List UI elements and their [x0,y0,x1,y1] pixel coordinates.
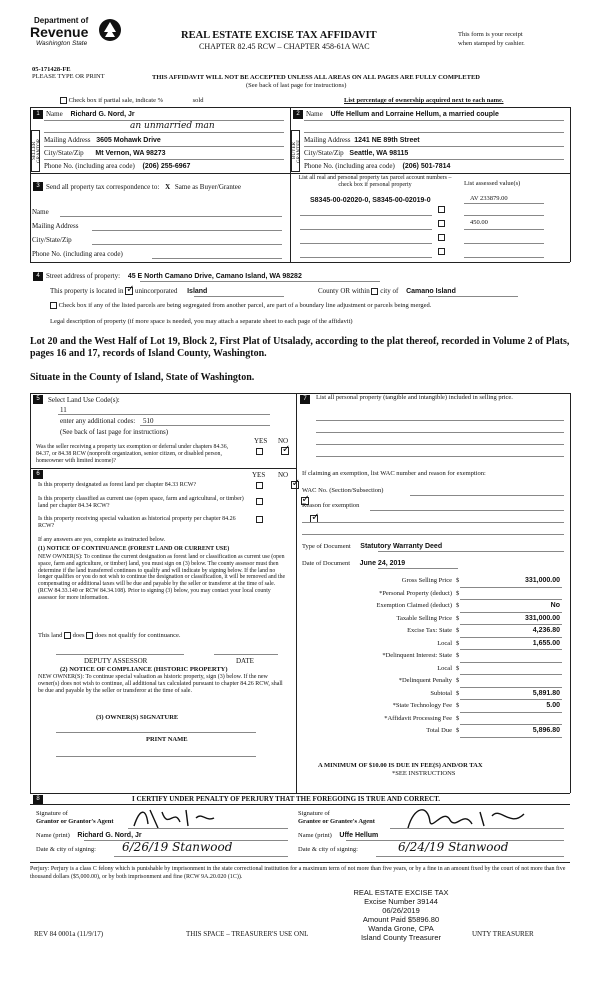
tax-row-label: *State Technology Fee [392,702,452,709]
buyer-phone-value[interactable]: (206) 501-7814 [402,163,451,170]
deputy-date-label: DATE [236,657,254,665]
correspondence-same: Same as Buyer/Grantee [174,183,241,191]
seller-mailing-label: Mailing Address [44,136,91,144]
corr-name-label: Name [32,208,49,216]
buyer-city-label: City/State/Zip [304,149,344,157]
grantee-sig-label-1: Signature of [298,810,330,817]
tax-row-value[interactable]: 331,000.00 [524,614,560,622]
grantee-sig-label-2: Grantee or Grantee's Agent [298,818,375,825]
tax-row-currency: $ [456,589,460,597]
partial-sale-sold: sold [192,97,204,104]
city-of-label: city of [380,287,399,295]
seller-name-value[interactable]: Richard G. Nord, Jr [70,111,135,118]
tax-row-label: *Affidavit Processing Fee [384,714,452,722]
treasurer-use-right: UNTY TREASURER [472,930,534,938]
q3-yes-checkbox[interactable] [256,516,263,523]
assessed-header: List assessed value(s) [464,180,521,187]
tax-row-value[interactable]: 331,000.00 [524,577,560,584]
tax-row [300,701,566,714]
buyer-name-value[interactable]: Uffe Hellum and Lorraine Hellum, a married couple [330,111,499,118]
exemption-label: If claiming an exemption, list WAC number and reason for exemption: [302,470,486,477]
this-land-row [38,632,181,639]
doc-date-row [302,560,405,567]
tax-row-currency: $ [456,689,460,697]
tax-row [300,601,566,614]
rev-number: REV 84 0001a (11/9/17) [34,930,104,938]
doc-date-value[interactable]: June 24, 2019 [359,560,406,567]
grantee-name-row [298,832,378,839]
unincorporated-value[interactable]: Island [187,288,208,295]
buyer-name-row [306,110,499,118]
corr-city-label: City/State/Zip [32,236,72,244]
situate-line: Situate in the County of Island, State of Washington. [30,372,255,383]
tax-row-value[interactable]: 1,655.00 [532,639,560,647]
seller-name-row [46,110,135,118]
city-of-value[interactable]: Camano Island [406,288,456,295]
partial-sale-row [60,97,204,104]
tax-row [300,714,566,727]
tax-row-currency: $ [456,577,460,584]
buyer-phone-row [304,162,450,170]
legal-label: Legal description of property (if more space is needed, you may attach a separate sheet to each page of the affidavit) [50,318,353,325]
tax-row-currency: $ [456,727,460,734]
doc-date-label: Date of Document [302,560,351,567]
stamp-line-2: Excise Number 39144 [364,897,438,906]
seller-phone-value[interactable]: (206) 255-6967 [142,163,191,170]
see-instructions-note: *SEE INSTRUCTIONS [392,770,456,777]
treasurer-stamp [336,888,466,942]
doc-type-value[interactable]: Statutory Warranty Deed [360,543,443,550]
does-not-checkbox[interactable] [86,632,93,639]
perjury-note: Perjury: Perjury is a class C felony which is punishable by imprisonment in the state correctional institution for a maximum term of not more than five years, or by a fine in an amount fixed by the court of not more than five thousand dollars ($5,000.00), or by both imprisonment and fine (RCW 9A.20.020 (1C)). [30,866,566,880]
section-1-number: 1 [33,110,43,119]
stamp-line-3: 06/26/2019 [382,906,420,915]
grantor-name-label: Name (print) [36,832,70,839]
ownership-note: List percentage of ownership acquired next to each name. [344,97,504,104]
section-2-number: 2 [293,110,303,119]
seller-city-row [44,149,166,157]
stamp-line-4: Amount Paid $5896.80 [362,915,440,924]
segregate-checkbox[interactable] [50,302,57,309]
tax-row-currency: $ [456,652,460,659]
correspondence-check[interactable]: X [165,183,171,191]
grantee-date-value[interactable]: 6/24/19 Stanwood [398,840,509,854]
additional-codes-value[interactable]: 510 [142,417,154,425]
seller-name-extra: an unmarried man [130,121,215,131]
seller-name-label: Name [46,110,63,118]
correspondence-label: Send all property tax correspondence to: [46,183,160,191]
tax-row-label: Gross Selling Price [401,577,452,584]
tax-row-currency: $ [456,702,460,709]
unincorporated-label: unincorporated [134,287,178,295]
section-7-number: 7 [300,395,310,404]
grantor-date-label: Date & city of signing: [36,846,96,853]
land-use-no-checkbox[interactable] [281,447,289,455]
reason-label: Reason for exemption [302,502,360,509]
tax-row-label: *Delinquent Penalty [398,677,452,684]
tax-row-label: *Personal Property (deduct) [379,589,452,597]
receipt-note-2: when stamped by cashier. [458,40,525,47]
section6-q1: Is this property designated as forest land per chapter 84.33 RCW? [38,482,197,488]
section6-q3: Is this property receiving special valuation as historical property per chapter 84.26 RCW? [38,516,236,529]
section6-q2: Is this property classified as current use (open space, farm and agricultural, or timber) land per chapter 84.34 RCW? [38,496,244,509]
owner-signature-label: (3) OWNER(S) SIGNATURE [96,714,179,721]
tax-row-value[interactable]: 5.00 [546,702,560,709]
additional-codes-row [60,417,153,425]
seller-mailing-row [44,136,161,144]
correspondence-row [46,183,241,191]
section-8-number: 8 [33,795,43,804]
grantee-sig-label [298,810,375,826]
does-label: does [72,632,85,639]
land-use-yes-checkbox[interactable] [256,448,263,455]
q1-no-checkbox[interactable] [291,481,299,489]
section-6-number: 6 [33,470,43,479]
tax-row-currency: $ [456,639,460,647]
certify-statement: I CERTIFY UNDER PENALTY OF PERJURY THAT THE FOREGOING IS TRUE AND CORRECT. [132,795,441,803]
print-note: PLEASE TYPE OR PRINT [32,73,105,80]
logo-dept-line3: Washington State [36,40,88,47]
grantee-date-label: Date & city of signing: [298,846,358,853]
if-yes-note: If any answers are yes, complete as instructed below. [38,537,166,543]
tax-row-label: Excise Tax: State [407,627,452,634]
tax-row-label: Exemption Claimed (deduct) [376,602,452,609]
parcel-numbers[interactable]: S8345-00-02020-0, S8345-00-02019-0 [310,197,431,204]
accept-warning: THIS AFFIDAVIT WILL NOT BE ACCEPTED UNLESS ALL AREAS ON ALL PAGES ARE FULLY COMPLETED [152,74,480,81]
tax-row [300,576,566,589]
grantor-sig-label-1: Signature of [36,810,68,817]
tax-row-label: Local [437,639,452,647]
buyer-band: BUYER GRANTEE [291,130,300,172]
does-not-label: does not qualify for continuance. [94,632,181,639]
county-row [318,287,456,295]
form-subtitle: CHAPTER 82.45 RCW – CHAPTER 458-61A WAC [199,42,370,51]
notice2-title: (2) NOTICE OF COMPLIANCE (HISTORIC PROPERTY) [60,666,228,673]
section-3-number: 3 [33,182,43,191]
form-number: 05-171428-FE [32,66,71,73]
tree-icon [98,18,122,42]
tax-row-value[interactable]: No [550,602,560,609]
buyer-city-value[interactable]: Seattle, WA 98115 [349,150,409,157]
receipt-note-1: This form is your receipt [458,31,523,38]
this-land-label: This land [38,632,63,639]
land-use-question: Was the seller receiving a property tax exemption or deferral under chapters 84.36, 84.37, or 84.38 RCW (nonprofit organization, senior citizen, or disabled person, homeowner with limited income)? [36,444,229,464]
grantor-name-value[interactable]: Richard G. Nord, Jr [77,832,142,839]
wac-label: WAC No. (Section/Subsection) [302,487,384,494]
located-label: This property is located in [50,287,124,295]
tax-row-currency: $ [456,664,460,672]
parcel-header: List all real and personal property tax parcel account numbers – check box if personal property [298,175,452,188]
assessed-value-2[interactable]: 450.00 [470,219,488,226]
tax-row-label: *Delinquent Interest: State [382,652,452,659]
tax-row-label: Subtotal [430,689,452,697]
print-name-label: PRINT NAME [146,736,188,743]
buyer-city-row [304,149,408,157]
q2-yes-checkbox[interactable] [256,498,263,505]
land-use-see-back: (See back of last page for instructions) [60,428,169,436]
partial-sale-label: Check box if partial sale, indicate % [68,97,164,104]
tax-row-currency: $ [456,614,460,622]
personal-property-label: List all personal property (tangible and intangible) included in selling price. [316,394,513,401]
grantor-sig-label [36,810,114,826]
form-title: REAL ESTATE EXCISE TAX AFFIDAVIT [181,30,377,41]
see-back-note: (See back of last page for instructions) [246,82,347,89]
tax-row-value[interactable]: 4,236.80 [532,627,560,634]
grantor-date-row [36,846,96,853]
parcel-checkbox-1[interactable] [438,206,445,213]
section-4-number: 4 [33,272,43,281]
logo-dept-line2: Revenue [30,24,89,40]
land-use-no: NO [278,437,289,445]
seller-city-value[interactable]: Mt Vernon, WA 98273 [95,150,166,157]
doc-type-label: Type of Document [302,543,351,550]
legal-description: Lot 20 and the West Half of Lot 19, Block 2, First Plat of Utsalady, according to the plat thereof, recorded in Volume 2 of Plats, pages 16 and 17, records of Island County, Washington. [30,336,570,359]
parcel-checkbox-2[interactable] [438,220,445,227]
tax-row [300,664,566,677]
tax-row [300,639,566,652]
segregate-label: Check box if any of the listed parcels are being segregated from another parcel, are part of a boundary line adjustment or parcels being merged. [58,302,432,309]
land-use-label: Select Land Use Code(s): [48,396,120,404]
tax-row-currency: $ [456,602,460,609]
grantor-sig-label-2: Grantor or Grantor's Agent [36,818,114,825]
buyer-phone-label: Phone No. (including area code) [304,162,395,170]
corr-mailing-label: Mailing Address [32,222,79,230]
seller-phone-label: Phone No. (including area code) [44,162,135,170]
doc-type-row [302,543,442,550]
grantor-date-value[interactable]: 6/26/19 Stanwood [122,840,233,854]
tax-row-label: Total Due [426,727,452,734]
parcel-checkbox-4[interactable] [438,248,445,255]
buyer-mailing-value[interactable]: 1241 NE 89th Street [354,137,420,144]
additional-codes-label: enter any additional codes: [60,417,136,425]
land-use-yes: YES [254,437,268,445]
section-5-number: 5 [33,395,43,404]
buyer-name-label: Name [306,110,323,118]
parcel-checkbox-3[interactable] [438,234,445,241]
tax-row [300,676,566,689]
tax-row-label: Taxable Selling Price [396,614,452,622]
stamp-line-5: Wanda Grone, CPA [368,924,434,933]
tax-row [300,726,566,739]
corr-phone-label: Phone No. (including area code) [32,250,123,258]
notice1-title: (1) NOTICE OF CONTINUANCE (FOREST LAND OR CURRENT USE) [38,546,230,552]
tax-row-value[interactable]: 5,891.80 [532,689,560,697]
tax-row [300,626,566,639]
partial-sale-checkbox[interactable] [60,97,67,104]
tax-row [300,689,566,702]
street-value[interactable]: 45 E North Camano Drive, Camano Island, WA 98282 [127,273,302,280]
assessed-value-1[interactable]: AV 233879.00 [470,195,508,202]
seller-mailing-value[interactable]: 3605 Mohawk Drive [96,137,161,144]
grantee-name-label: Name (print) [298,832,332,839]
city-of-checkbox[interactable] [371,288,378,295]
q1-yes-checkbox[interactable] [256,482,263,489]
tax-row-value[interactable]: 5,896.80 [532,727,560,734]
notice2-body: NEW OWNER(S): To continue special valuation as historic property, sign (3) below. If the new owner(s) does not wish to continue, all additional tax calculated pursuant to chapter 84.26 RCW, shall be due and payable by the seller or transferor at the time of sale. [38,674,283,694]
minimum-note: A MINIMUM OF $10.00 IS DUE IN FEE(S) AND/OR TAX [318,762,483,769]
grantee-name-value[interactable]: Uffe Hellum [339,832,379,839]
tax-row-label: Local [437,664,452,672]
street-row [46,272,302,280]
segregate-row [50,302,431,309]
grantor-name-row [36,832,142,839]
buyer-mailing-row [304,136,420,144]
section6-yes: YES [252,471,266,479]
located-row [50,287,207,295]
notice1-body: NEW OWNER(S): To continue the current designation as forest land or classification as current use (open space, farm and agriculture, or timber) land, you must sign on (3) below. The county assessor must then determine if the land transferred continues to qualify and will indicate by signing below. If the land no longer qualifies or you do not wish to continue the designation or classification, it will be removed and the compensating or additional taxes will be due and payable by the seller or transferor at the time of sale. (RCW 84.33.140 or RCW 84.34.108). Prior to signing (3) below, you may contact your local county assessor for more information. [38,554,286,601]
tax-row-currency: $ [456,714,460,722]
deputy-assessor-label: DEPUTY ASSESSOR [84,657,148,665]
tax-row [300,651,566,664]
seller-band: SELLER GRANTOR [31,130,40,172]
tax-row [300,589,566,602]
grantee-date-row [298,846,358,853]
tax-row-currency: $ [456,627,460,634]
unincorporated-checkbox[interactable] [125,287,133,295]
tax-calculation-table [300,576,566,739]
stamp-line-1: REAL ESTATE EXCISE TAX [353,888,449,897]
logo-dept-line1: Department of [34,16,89,25]
tax-row [300,614,566,627]
seller-city-label: City/State/Zip [44,149,84,157]
revenue-logo [14,14,124,58]
buyer-mailing-label: Mailing Address [304,136,351,144]
stamp-line-6: Island County Treasurer [360,933,442,942]
land-use-code[interactable]: 11 [60,406,67,414]
does-checkbox[interactable] [64,632,71,639]
section6-no: NO [278,471,289,479]
street-label: Street address of property: [46,272,121,280]
county-label: County OR within [318,287,370,295]
treasurer-use-left: THIS SPACE – TREASURER'S USE ONL [186,930,309,938]
seller-phone-row [44,162,190,170]
tax-row-currency: $ [456,677,460,684]
